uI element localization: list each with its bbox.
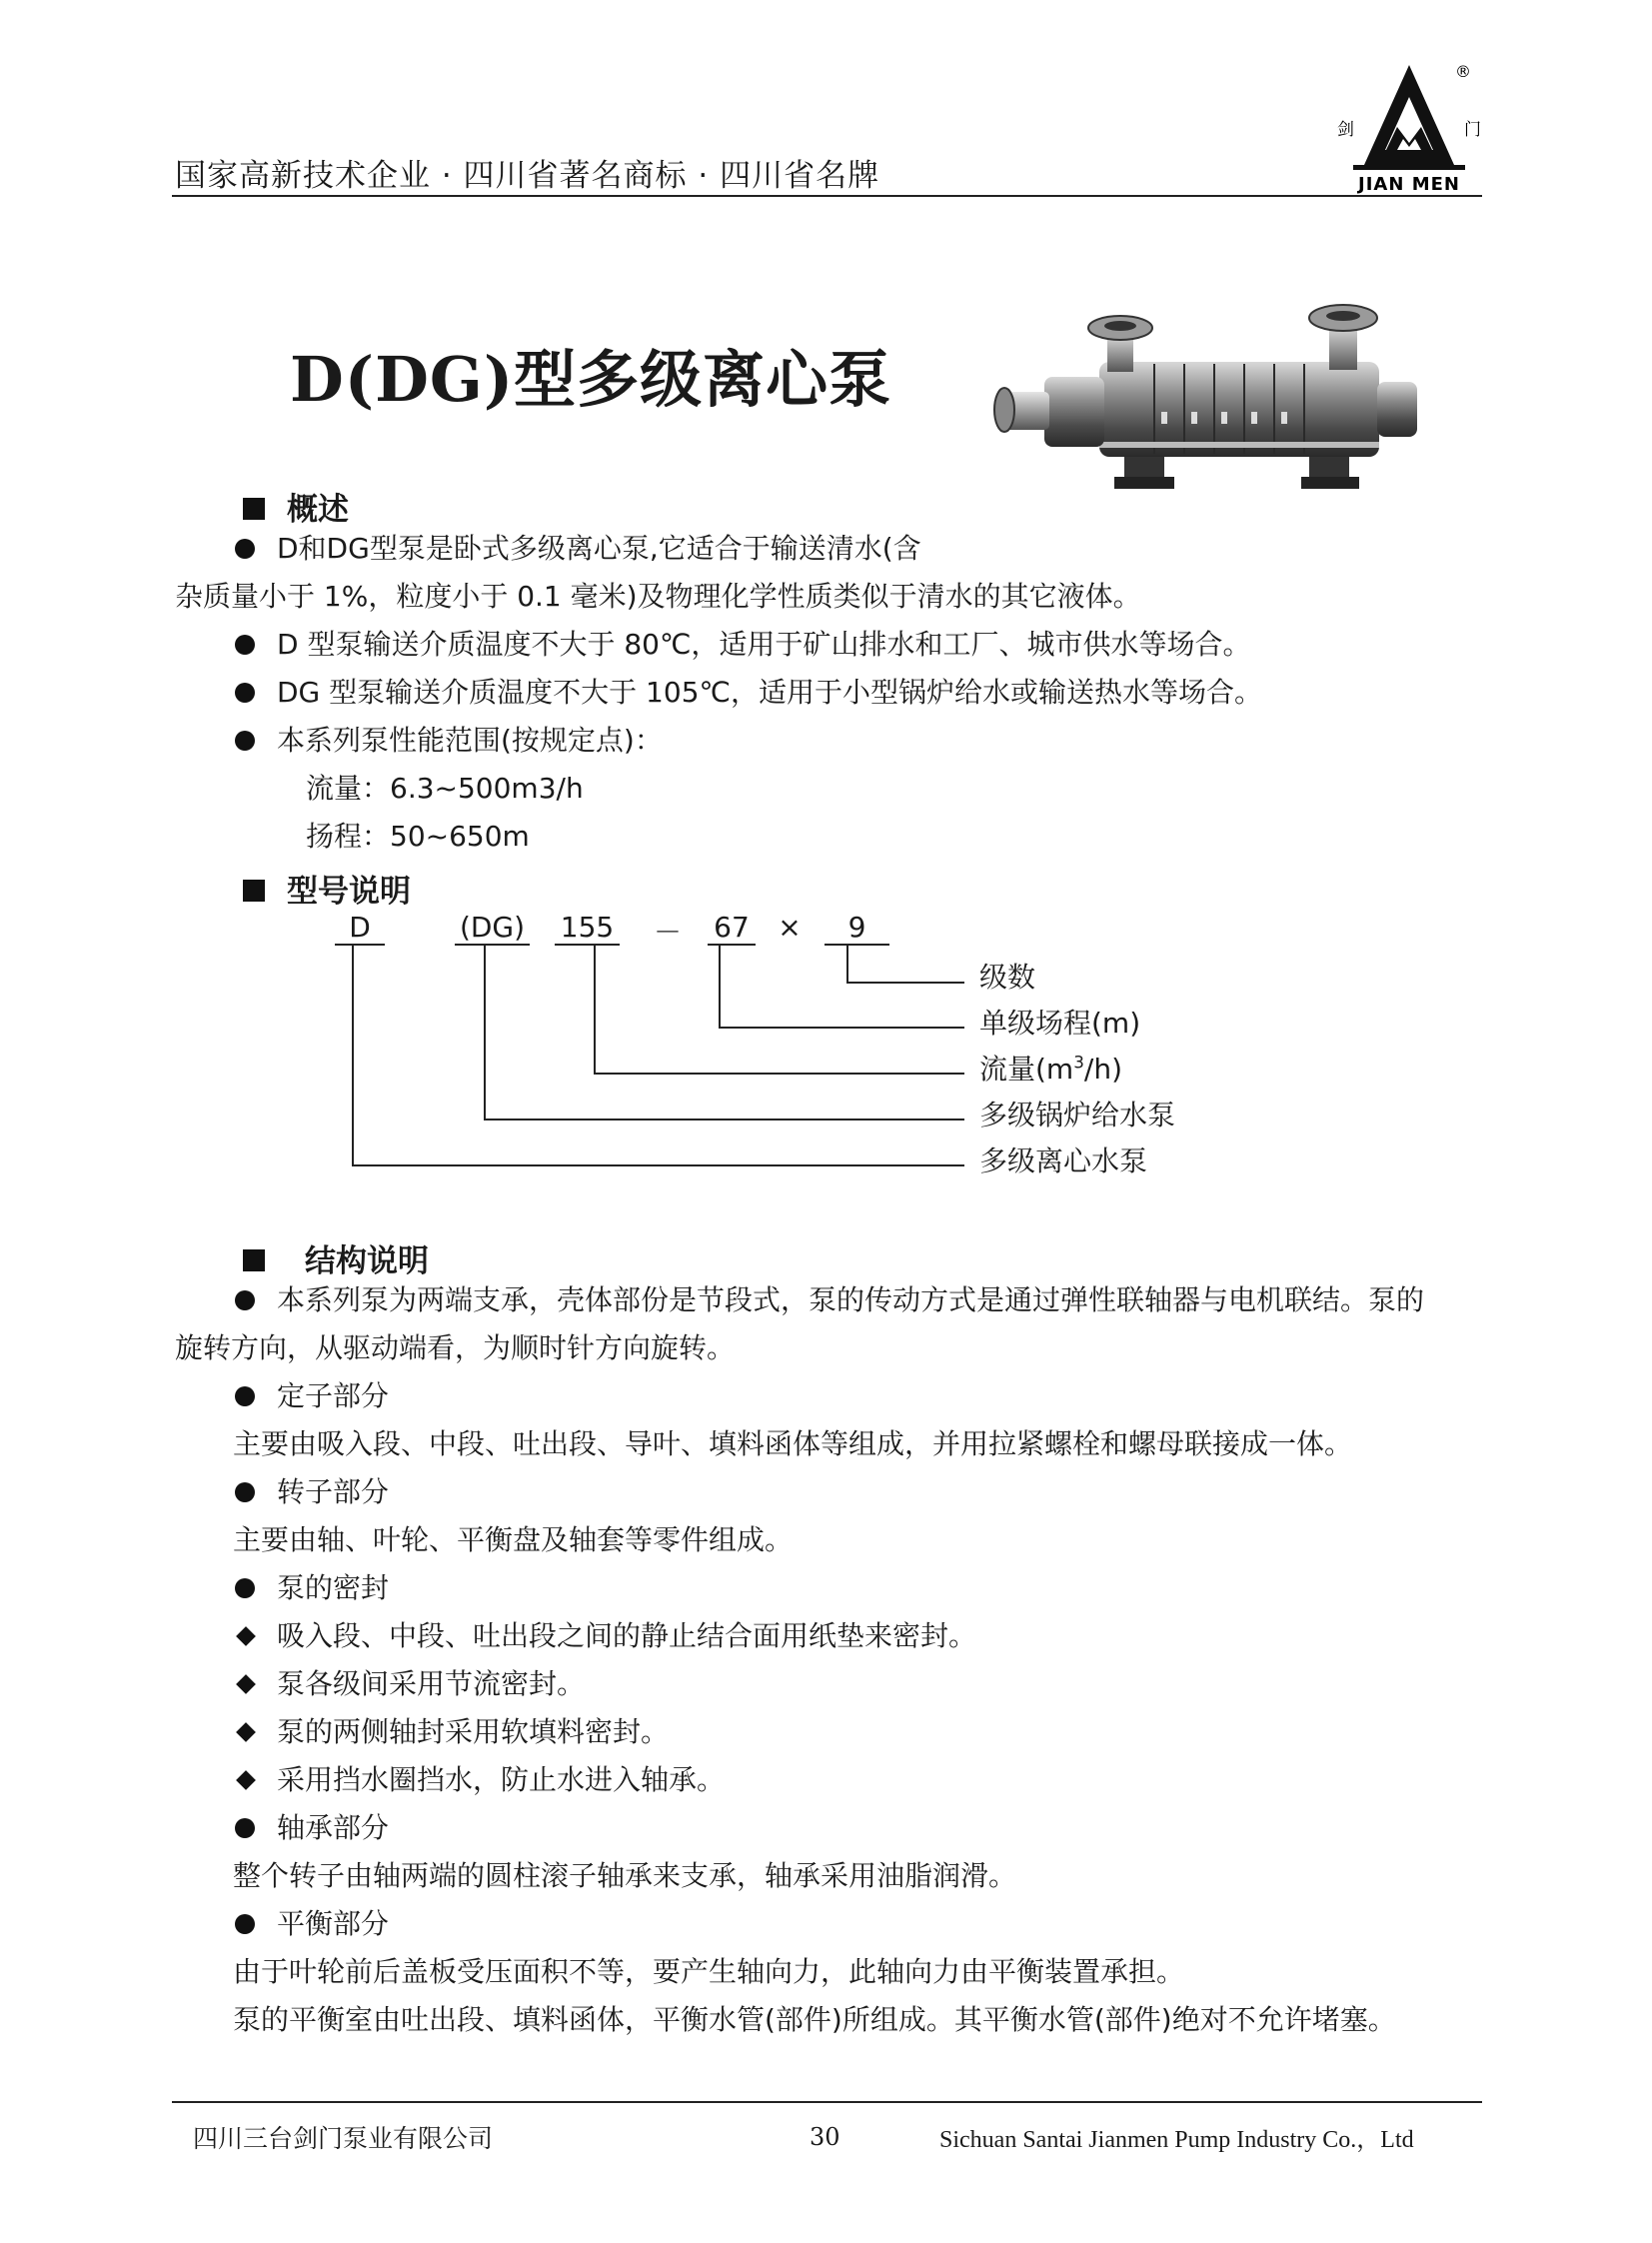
label-flow: 流量$(m^3/h)$ xyxy=(979,1052,1122,1086)
bullet-icon xyxy=(235,1818,255,1838)
seal-item: 泵各级间采用节流密封。 xyxy=(235,1667,585,1701)
structure-heading: 结构说明 xyxy=(243,1235,429,1280)
overview-paragraph-4: 本系列泵性能范围(按规定点)： xyxy=(235,724,663,758)
square-bullet-icon xyxy=(243,1249,265,1271)
diamond-bullet-icon xyxy=(236,1722,256,1742)
bullet-icon xyxy=(235,1290,255,1310)
bullet-icon xyxy=(235,1386,255,1406)
model-token-type: D xyxy=(349,911,371,944)
bullet-icon xyxy=(235,1482,255,1502)
diamond-bullet-icon xyxy=(236,1674,256,1694)
logo-registered: ® xyxy=(1455,62,1471,81)
label-centrifugal-pump: 多级离心水泵 xyxy=(979,1144,1148,1177)
overview-paragraph-1-cont: 杂质量小于 1%，粒度小于 0.1 毫米)及物理化学性质类似于清水的其它液体。 xyxy=(175,580,1141,613)
stator-title: 定子部分 xyxy=(235,1379,389,1413)
page-number: 30 xyxy=(810,2123,840,2151)
overview-paragraph-2: D 型泵输送介质温度不大于 80℃，适用于矿山排水和工厂、城市供水等场合。 xyxy=(235,628,1250,662)
header-slogan: 国家高新技术企业 · 四川省著名商标 · 四川省名牌 xyxy=(175,158,880,194)
seal-item: 泵的两侧轴封采用软填料密封。 xyxy=(235,1715,669,1749)
label-stages: 级数 xyxy=(979,961,1036,994)
overview-paragraph-3: DG 型泵输送介质温度不大于 105℃，适用于小型锅炉给水或输送热水等场合。 xyxy=(235,676,1262,710)
diamond-bullet-icon xyxy=(236,1626,256,1646)
head-range: 扬程：50~650m xyxy=(306,820,530,853)
bearing-title: 轴承部分 xyxy=(235,1811,389,1845)
seal-item: 吸入段、中段、吐出段之间的静止结合面用纸垫来密封。 xyxy=(235,1619,976,1653)
label-stage-head: 单级场程(m) xyxy=(979,1007,1141,1040)
seal-item: 采用挡水圈挡水，防止水进入轴承。 xyxy=(235,1763,725,1797)
bullet-icon xyxy=(235,1914,255,1934)
overview-heading: 概述 xyxy=(243,484,349,529)
rotor-title: 转子部分 xyxy=(235,1475,389,1509)
balance-title: 平衡部分 xyxy=(235,1907,389,1941)
structure-intro-cont: 旋转方向，从驱动端看，为顺时针方向旋转。 xyxy=(175,1331,736,1364)
flow-range: 流量：6.3~500m3/h xyxy=(306,772,584,805)
structure-intro: 本系列泵为两端支承，壳体部份是节段式，泵的传动方式是通过弹性联轴器与电机联结。泵的 xyxy=(235,1283,1424,1317)
stator-text: 主要由吸入段、中段、吐出段、导叶、填料函体等组成，并用拉紧螺栓和螺母联接成一体。 xyxy=(233,1427,1353,1460)
model-token-flow: 155 xyxy=(560,911,615,944)
model-token-dg: (DG) xyxy=(459,911,526,944)
bearing-text: 整个转子由轴两端的圆柱滚子轴承来支承，轴承采用油脂润滑。 xyxy=(233,1859,1017,1892)
logo-char-left: 剑 xyxy=(1337,120,1354,140)
balance-text-2: 泵的平衡室由吐出段、填料函体，平衡水管(部件)所组成。其平衡水管(部件)绝对不允许堵塞。 xyxy=(233,2003,1396,2036)
logo-char-right: 门 xyxy=(1464,120,1481,140)
footer-company-cn: 四川三台剑门泵业有限公司 xyxy=(193,2124,494,2153)
model-token-head: 67 xyxy=(714,911,750,944)
footer-divider xyxy=(172,2101,1482,2103)
footer-company-en: Sichuan Santai Jianmen Pump Industry Co.，Ltd xyxy=(939,2127,1414,2153)
rotor-text: 主要由轴、叶轮、平衡盘及轴套等零件组成。 xyxy=(233,1523,794,1556)
label-boiler-pump: 多级锅炉给水泵 xyxy=(979,1099,1176,1131)
logo-brand: JIAN MEN xyxy=(1358,174,1460,195)
seal-title: 泵的密封 xyxy=(235,1571,389,1605)
model-token-dash: － xyxy=(653,916,682,949)
balance-text-1: 由于叶轮前后盖板受压面积不等，要产生轴向力，此轴向力由平衡装置承担。 xyxy=(233,1955,1185,1988)
model-token-times: × xyxy=(778,911,802,944)
overview-paragraph-1: D和DG型泵是卧式多级离心泵,它适合于输送清水(含 xyxy=(235,532,921,566)
bullet-icon xyxy=(235,1578,255,1598)
page-title: D(DG)型多级离心泵 xyxy=(290,343,892,416)
model-token-stages: 9 xyxy=(847,911,866,944)
model-heading: 型号说明 xyxy=(243,866,411,911)
diamond-bullet-icon xyxy=(236,1770,256,1790)
